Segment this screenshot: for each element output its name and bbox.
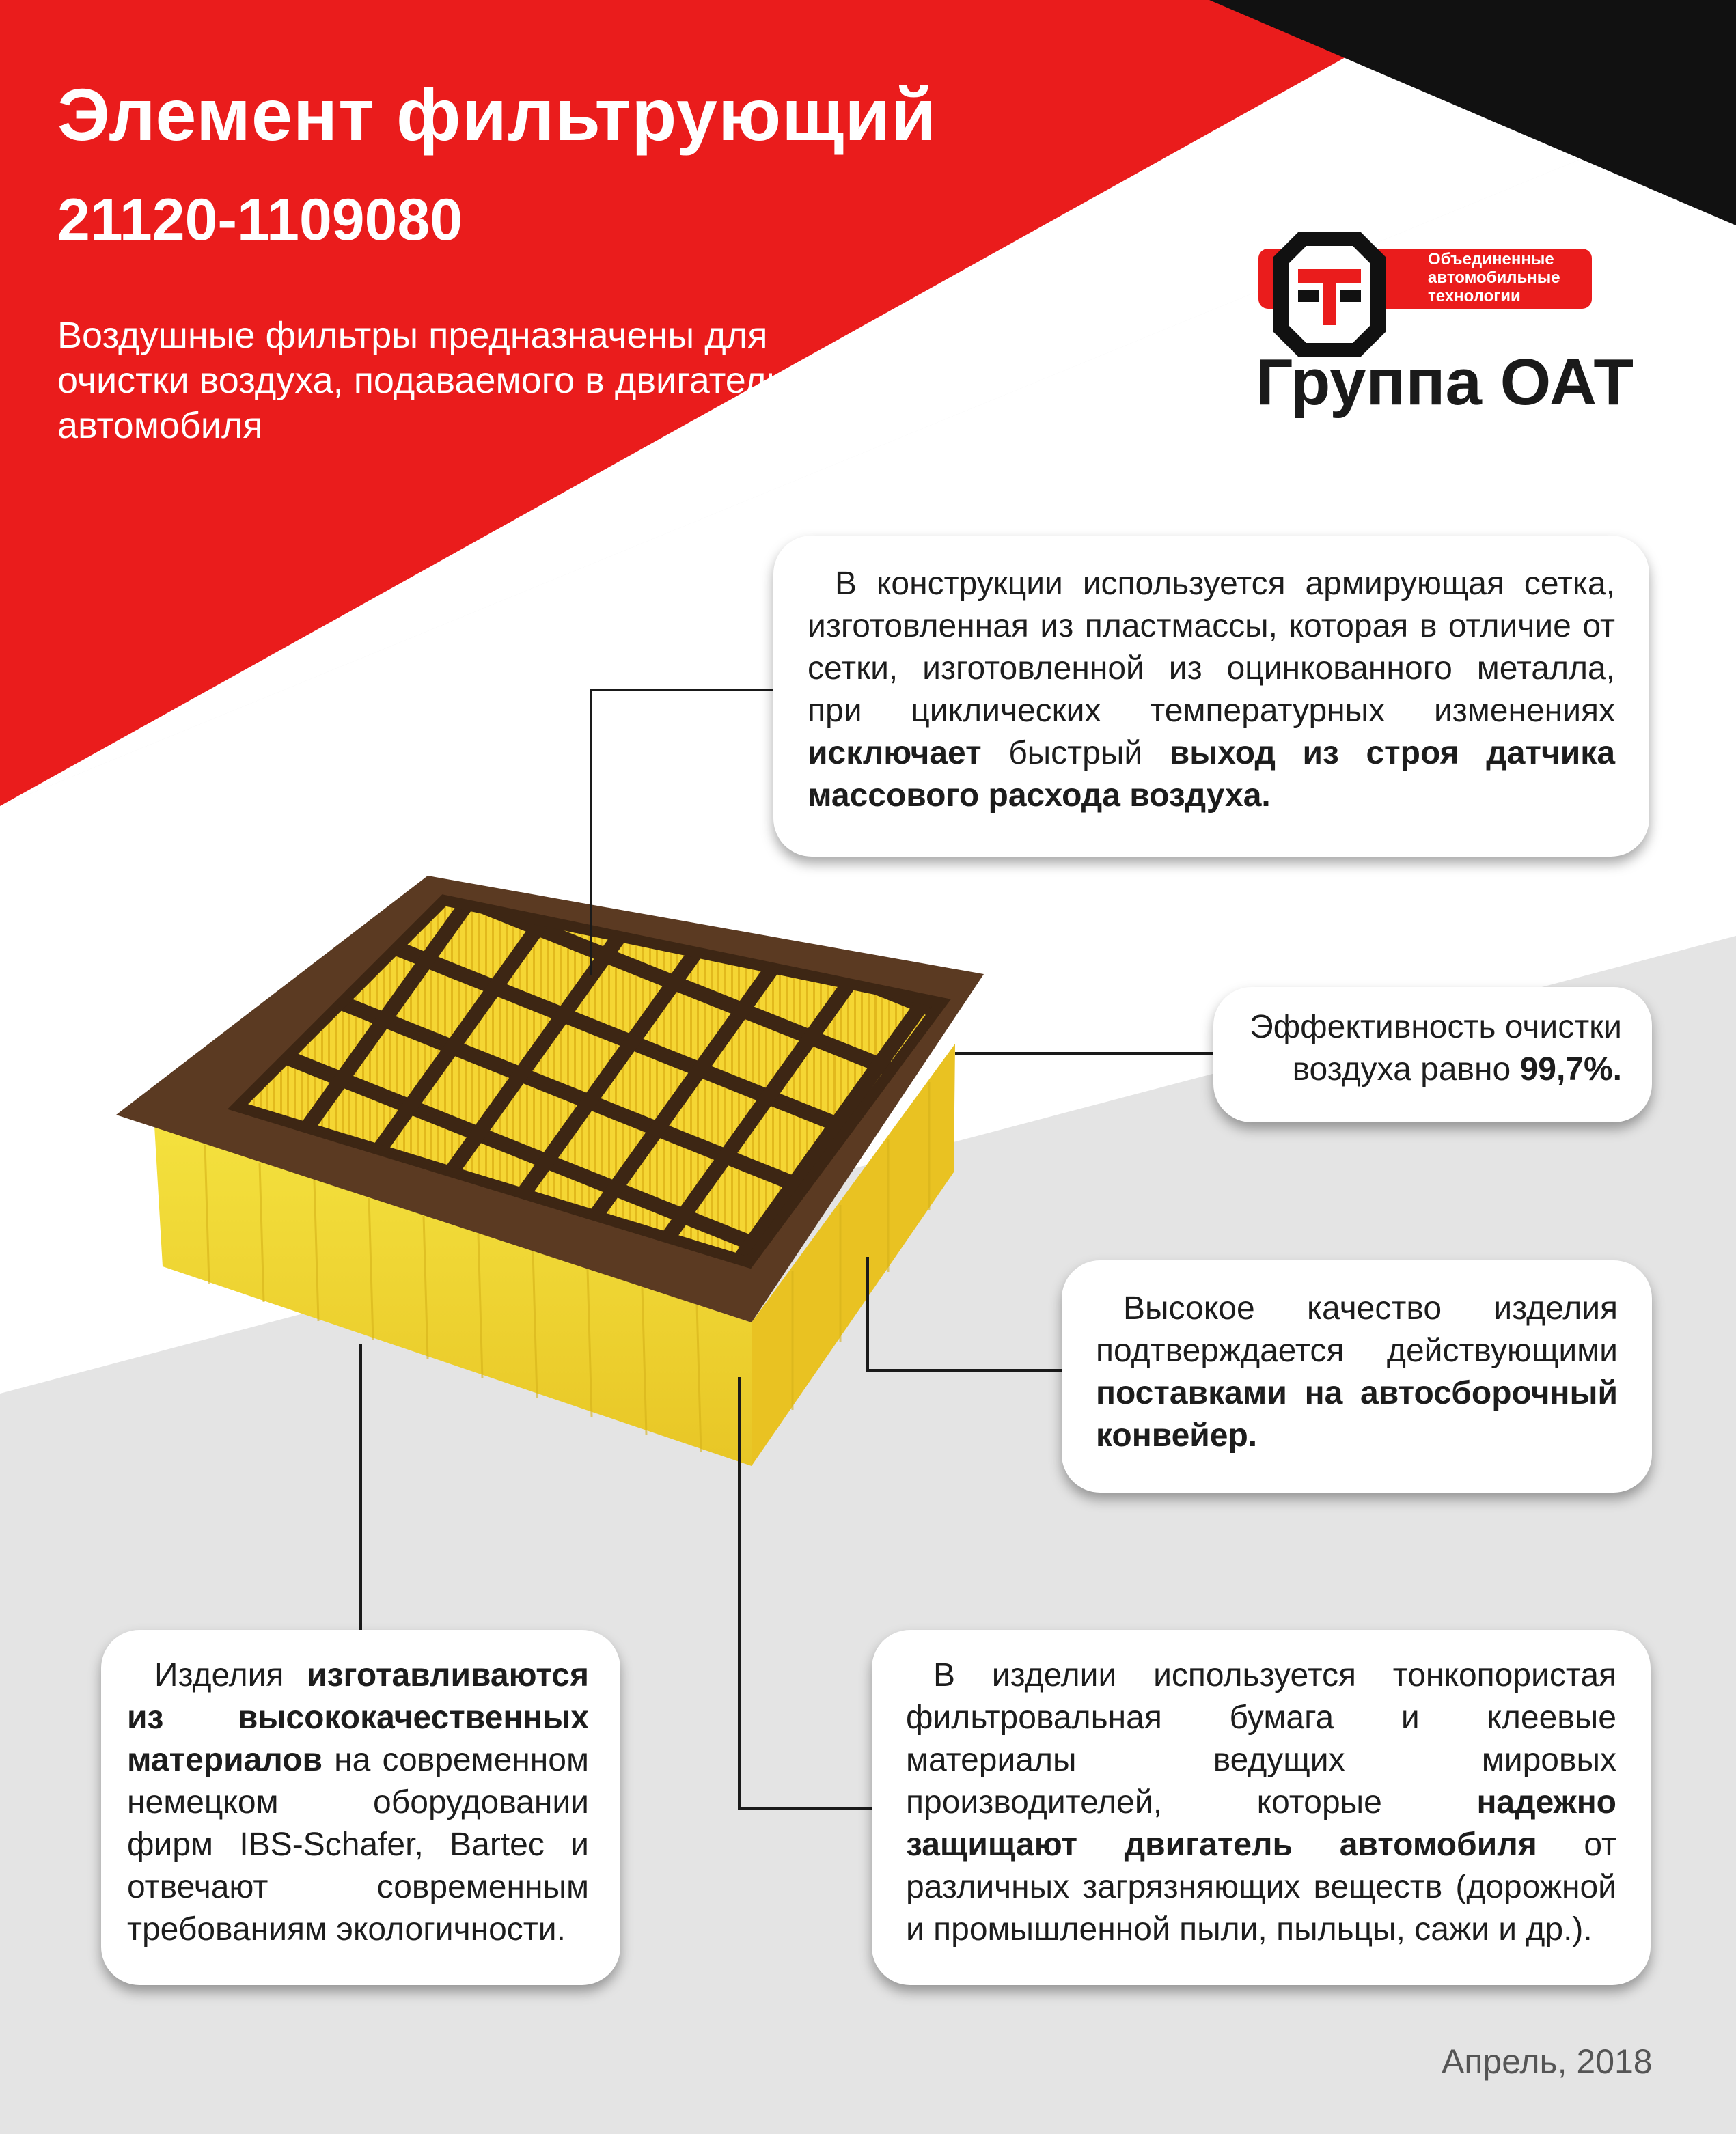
efficiency-value: 99,7%. [1519, 1051, 1622, 1087]
callout-quality [1062, 1260, 1652, 1493]
callout-mesh [773, 536, 1649, 857]
logo-tagline: Объединенные автомобильные технологии [1428, 250, 1560, 305]
callout-paper [872, 1630, 1651, 1985]
mesh-text-2: быстрый [981, 735, 1170, 771]
publication-date: Апрель, 2018 [1442, 2042, 1653, 2081]
paper-bold: надежно защищают двигатель автомобиля [906, 1784, 1616, 1863]
logo-name: Группа ОАТ [1256, 346, 1634, 419]
materials-text-1: Изделия [154, 1657, 307, 1693]
materials-bold: изготавливаются из высококачественных материалов [127, 1657, 589, 1778]
mesh-bold-1: исключает [808, 735, 982, 771]
intro-text: Воздушные фильтры предназначены для очистки воздуха, подаваемого в двигатель автомобиля [57, 315, 786, 446]
paper-text-1: В изделии используется тонкопористая фильтровальная бумага и клеевые материалы ведущих мировых производителей, которые [906, 1657, 1616, 1820]
quality-bold: поставками на автосборочный конвейер. [1096, 1375, 1618, 1454]
materials-text-2: на современном немецком оборудовании фирм IBS-Schafer, Bartec и отвечают современным требованиям экологичности. [127, 1742, 589, 1948]
part-number: 21120-1109080 [57, 187, 463, 253]
mesh-text-1: В конструкции используется армирующая сетка, изготовленная из пластмассы, которая в отличие от сетки, изготовленной из оцинкованного металла, при циклических температурных изменениях [808, 566, 1615, 729]
paper-text-2: от различных загрязняющих веществ (дорожной и промышленной пыли, пыльцы, сажи и др.). [906, 1827, 1616, 1948]
page-title: Элемент фильтрующий [57, 73, 937, 156]
efficiency-text: Эффективность очистки воздуха равно [1250, 1009, 1622, 1087]
callout-efficiency [1213, 987, 1652, 1122]
callout-materials [101, 1630, 620, 1985]
mesh-bold-2: выход из строя датчика массового расхода воздуха. [808, 735, 1616, 814]
quality-text: Высокое качество изделия подтверждается действующими [1096, 1290, 1618, 1369]
